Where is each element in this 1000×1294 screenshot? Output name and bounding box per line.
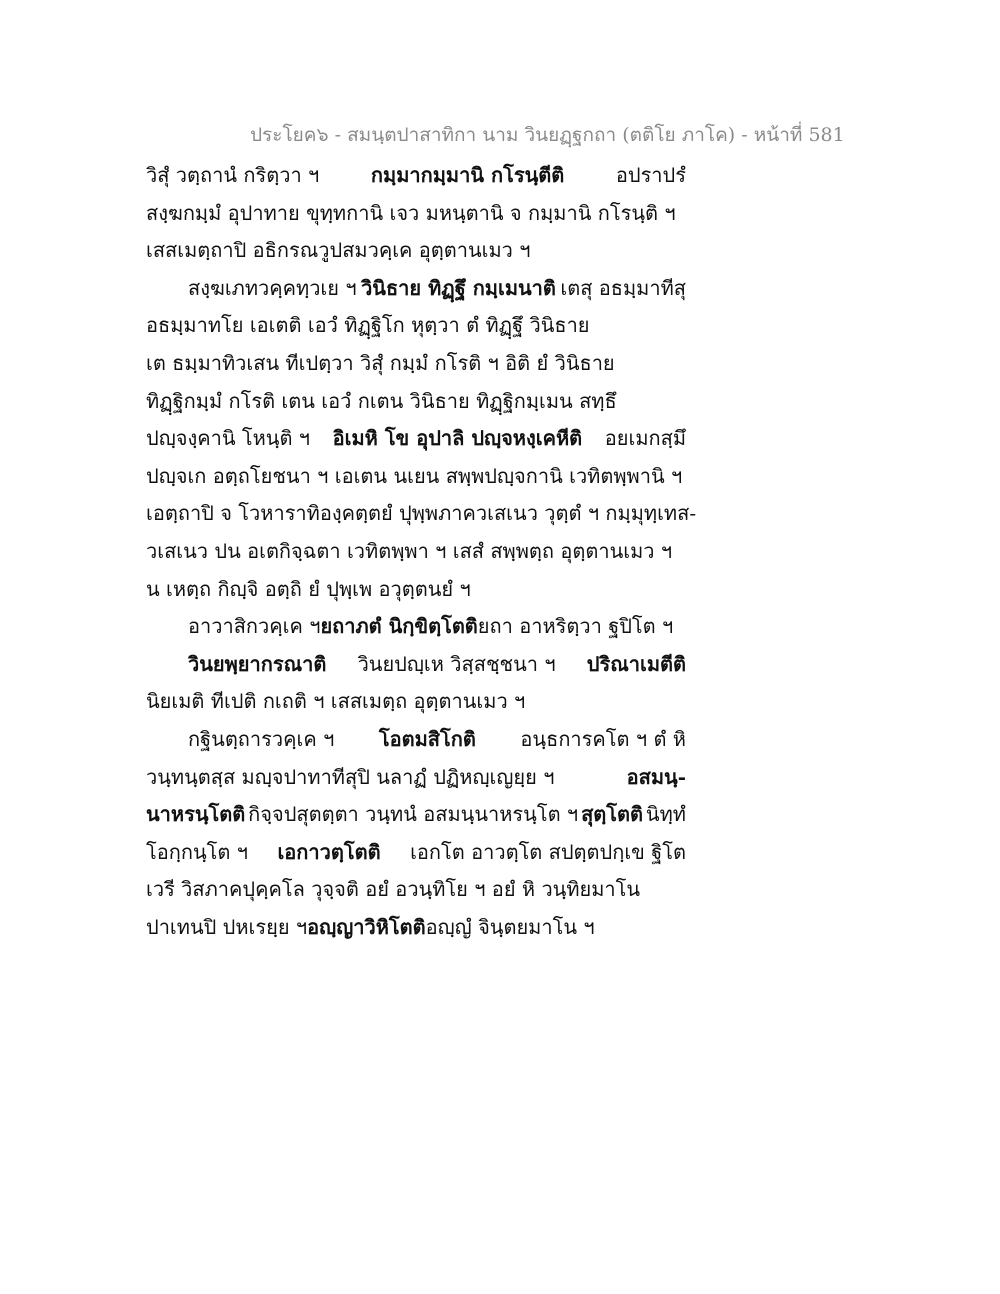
bold-term: ปริณาเมตีติ [586, 651, 686, 676]
text-line [146, 423, 686, 461]
bold-term: นาหรนฺโตติ [146, 802, 246, 827]
text-line [146, 799, 686, 837]
text-segment: อญฺญํ จินฺตยมาโน ฯ [425, 914, 595, 939]
text-segment: เตสุ อธมฺมาทีสุ [560, 275, 686, 300]
text-segment: ยถา อาหริตฺวา ฐปิโต ฯ [477, 614, 674, 639]
body-text [146, 160, 697, 949]
bold-term: วินยพฺยากรณาติ [188, 651, 327, 676]
text-segment: ทิฏฺฐิกมฺมํ กโรติ เตน เอวํ กเตน วินิธาย ทิฏฺฐิกมฺเมน สทฺธึ [146, 388, 617, 413]
text-segment: เสสเมตฺถาปิ อธิกรณวูปสมวคฺเค อุตฺตานเมว ฯ [146, 238, 531, 263]
text-line [146, 649, 686, 687]
text-segment: กฐินตฺถารวคฺเค ฯ [188, 726, 335, 751]
text-line [146, 235, 686, 273]
text-segment: วนฺทนฺตสฺส มญฺจปาทาทีสุปิ นลาฏํ ปฏิหญฺเญยฺย ฯ [146, 764, 555, 789]
bold-term: อญฺญาวิหิโตติ [307, 914, 426, 939]
text-segment: วินยปญฺเห วิสฺสชฺชนา ฯ [357, 651, 556, 676]
text-segment: กิจฺจปสุตตฺตา วนฺทนํ อสมนฺนาหรนฺโต ฯ [248, 802, 579, 827]
text-segment: เอตฺถาปิ จ โวหาราทิองฺคตฺตยํ ปุพฺพภาควเสเนว วุตฺตํ ฯ กมฺมุทฺเทส- [146, 501, 697, 526]
text-segment: สงฺฆเภทวคฺคทฺวเย ฯ [188, 275, 357, 300]
text-line [146, 198, 686, 236]
text-segment: อาวาสิกวคฺเค ฯ [188, 614, 321, 639]
text-line [146, 837, 686, 875]
text-segment: เอกโต อาวตฺโต สปตฺตปกฺเข ฐิโต [410, 839, 686, 864]
text-segment: เต ธมฺมาทิวเสน ทีเปตฺวา วิสุํ กมฺมํ กโรติ ฯ อิติ ยํ วินิธาย [146, 350, 615, 375]
text-segment: ปญฺจงฺคานิ โหนฺติ ฯ [146, 426, 311, 451]
text-line [146, 273, 686, 311]
text-segment: โอกฺกนฺโต ฯ [146, 839, 248, 864]
text-line [146, 686, 686, 724]
text-line [146, 724, 686, 762]
text-line [146, 762, 686, 800]
bold-term: ยถาภตํ นิกฺขิตฺโตติ [320, 614, 478, 639]
bold-term: อิเมหิ โข อุปาลิ ปญฺจหงฺเคหีติ [332, 426, 583, 451]
bold-term: โอตมสิโกติ [378, 726, 476, 751]
text-line [146, 386, 686, 424]
text-line [146, 574, 686, 612]
bold-term: อสมนฺ- [626, 764, 686, 789]
text-line [146, 536, 686, 574]
text-line [146, 461, 686, 499]
text-line [146, 310, 686, 348]
bold-term: กมฺมากมฺมานิ กโรนฺตีติ [370, 163, 565, 187]
text-segment: อยเมกสฺมึ [604, 426, 686, 451]
text-segment: ปาเทนปิ ปหเรยฺย ฯ [146, 914, 308, 939]
bold-term: เอกาวตฺโตติ [277, 839, 381, 864]
text-segment: อธมฺมาทโย เอเตติ เอวํ ทิฏฺฐิโก หุตฺวา ตํ ทิฏฺฐึ วินิธาย [146, 313, 590, 338]
page-header: ประโยค๖ - สมนฺตปาสาทิกา นาม วินยฏฺฐกถา (ตติโย ภาโค) - หน้าที่ 581 [250, 124, 845, 146]
bold-term: วินิธาย ทิฏฺฐึ กมฺเมนาติ [361, 275, 556, 300]
bold-term: สุตฺโตติ [581, 802, 643, 827]
text-line [146, 348, 686, 386]
text-segment: นิทฺทํ [645, 802, 686, 827]
text-segment: วเสเนว ปน อเตกิจฺฉตา เวทิตพฺพา ฯ เสสํ สพฺพตฺถ อุตฺตานเมว ฯ [146, 538, 673, 563]
text-segment: เวรี วิสภาคปุคฺคโล วุจฺจติ อยํ อวนฺทิโย ฯ อยํ หิ วนฺทิยมาโน [146, 877, 641, 902]
text-segment: สงฺฆกมฺมํ อุปาทาย ขุทฺทกานิ เจว มหนฺตานิ จ กมฺมานิ กโรนฺติ ฯ [146, 200, 676, 225]
text-segment: น เหตฺถ กิญฺจิ อตฺถิ ยํ ปุพฺเพ อวุตฺตนยํ ฯ [146, 576, 471, 601]
text-segment: อปราปรํ [615, 163, 686, 187]
text-line [146, 874, 686, 912]
text-segment: อนฺธการคโต ฯ ตํ หิ [520, 726, 686, 751]
text-segment: วิสุํ วตฺถานํ กริตฺวา ฯ [146, 163, 320, 187]
text-line [146, 498, 697, 536]
text-segment: ปญฺจเก อตฺถโยชนา ฯ เอเตน นเยน สพฺพปญฺจกานิ เวทิตพฺพานิ ฯ [146, 463, 683, 488]
text-line [146, 160, 686, 198]
text-segment: นิยเมติ ทีเปติ กเถติ ฯ เสสเมตฺถ อุตฺตานเมว ฯ [146, 689, 526, 714]
text-line [146, 611, 686, 649]
text-line [146, 912, 686, 950]
